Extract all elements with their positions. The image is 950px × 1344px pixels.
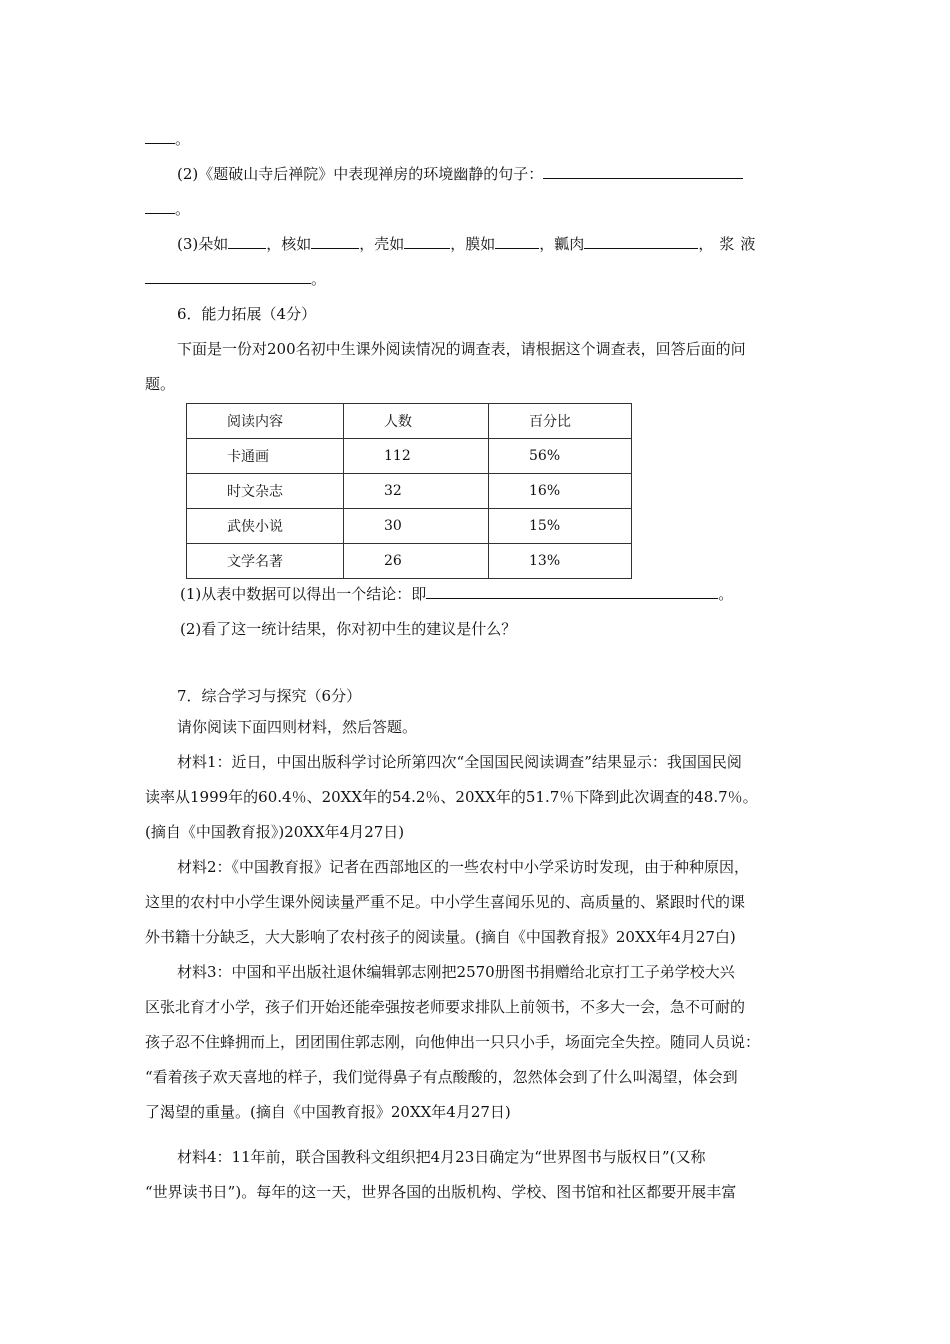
q5-line5: 。: [145, 268, 326, 290]
table-cell: 13%: [489, 544, 632, 579]
table-cell: 30: [344, 509, 489, 544]
answer-blank[interactable]: [426, 583, 718, 599]
table-cell: 15%: [489, 509, 632, 544]
answer-blank[interactable]: [145, 198, 175, 214]
answer-blank[interactable]: [145, 128, 175, 144]
q5-line4: (3)朵如 ，核如 ，壳如 ，膜如 ，瓤肉 ，浆液: [177, 235, 762, 253]
q5-line2: (2)《题破山寺后禅院》中表现禅房的环境幽静的句子：: [177, 163, 743, 185]
material-line: (摘自《中国教育报》)20XX年4月27日): [145, 823, 405, 841]
table-header-row: [187, 404, 632, 439]
q6-sub2: (2)看了这一统计结果，你对初中生的建议是什么？: [180, 620, 517, 638]
q6-intro-cont: 题。: [145, 375, 176, 393]
material-line: “世界读书日”)。每年的这一天，世界各国的出版机构、学校、图书馆和社区都要开展丰富: [145, 1183, 737, 1201]
q7-intro: 请你阅读下面四则材料，然后答题。: [177, 718, 418, 736]
answer-blank[interactable]: [311, 233, 359, 249]
q5-line1: 。: [145, 128, 190, 150]
table-cell: 16%: [489, 474, 632, 509]
material-line: 材料1：近日，中国出版科学讨论所第四次“全国国民阅读调查”结果显示：我国国民阅: [177, 753, 742, 771]
q5-line3: 。: [145, 198, 190, 220]
answer-blank[interactable]: [584, 233, 698, 249]
q6-intro: 下面是一份对200名初中生课外阅读情况的调查表，请根据这个调查表，回答后面的问: [177, 340, 746, 358]
table-row: [187, 509, 632, 544]
material-line: 材料3：中国和平出版社退休编辑郭志刚把2570册图书捐赠给北京打工子弟学校大兴: [177, 963, 735, 981]
table-header: 阅读内容: [187, 404, 344, 439]
table-header: 人数: [344, 404, 489, 439]
material-line: 材料4：11年前，联合国教科文组织把4月23日确定为“世界图书与版权日”(又称: [177, 1148, 706, 1166]
table-cell: 26: [344, 544, 489, 579]
q6-sub1: (1)从表中数据可以得出一个结论：即 。: [180, 585, 734, 603]
material-line: 这里的农村中小学生课外阅读量严重不足。中小学生喜闻乐见的、高质量的、紧跟时代的课: [145, 893, 746, 911]
q6-title: 6．能力拓展（4分）: [177, 305, 317, 323]
q7-title: 7．综合学习与探究（6分）: [177, 687, 362, 705]
answer-blank[interactable]: [543, 163, 743, 179]
table-cell: 56%: [489, 439, 632, 474]
material-line: 孩子忍不住蜂拥而上，团团围住郭志刚，向他伸出一只只小手，场面完全失控。随同人员说：: [145, 1033, 761, 1051]
table-row: [187, 439, 632, 474]
material-line: 区张北育才小学，孩子们开始还能牵强按老师要求排队上前领书，不多大一会，急不可耐的: [145, 998, 746, 1016]
table-cell: 卡通画: [187, 439, 344, 474]
table-cell: 112: [344, 439, 489, 474]
table-cell: 文学名著: [187, 544, 344, 579]
table-row: [187, 544, 632, 579]
survey-table: [186, 403, 632, 579]
table-cell: 32: [344, 474, 489, 509]
answer-blank[interactable]: [145, 268, 311, 284]
answer-blank[interactable]: [228, 233, 266, 249]
material-line: “看着孩子欢天喜地的样子，我们觉得鼻子有点酸酸的，忽然体会到了什么叫渴望，体会到: [145, 1068, 738, 1086]
answer-blank[interactable]: [404, 233, 450, 249]
material-line: 外书籍十分缺乏，大大影响了农村孩子的阅读量。(摘自《中国教育报》20XX年4月27白): [145, 928, 736, 946]
table-cell: 时文杂志: [187, 474, 344, 509]
table-row: [187, 474, 632, 509]
material-line: 材料2：《中国教育报》记者在西部地区的一些农村中小学采访时发现，由于种种原因，: [177, 858, 750, 876]
table-cell: 武侠小说: [187, 509, 344, 544]
answer-blank[interactable]: [495, 233, 539, 249]
material-line: 了渴望的重量。(摘自《中国教育报》20XX年4月27日): [145, 1103, 511, 1121]
material-line: 读率从1999年的60.4％、20XX年的54.2％、20XX年的51.7％下降到此次调查的48.7％。: [145, 788, 758, 806]
table-header: 百分比: [489, 404, 632, 439]
